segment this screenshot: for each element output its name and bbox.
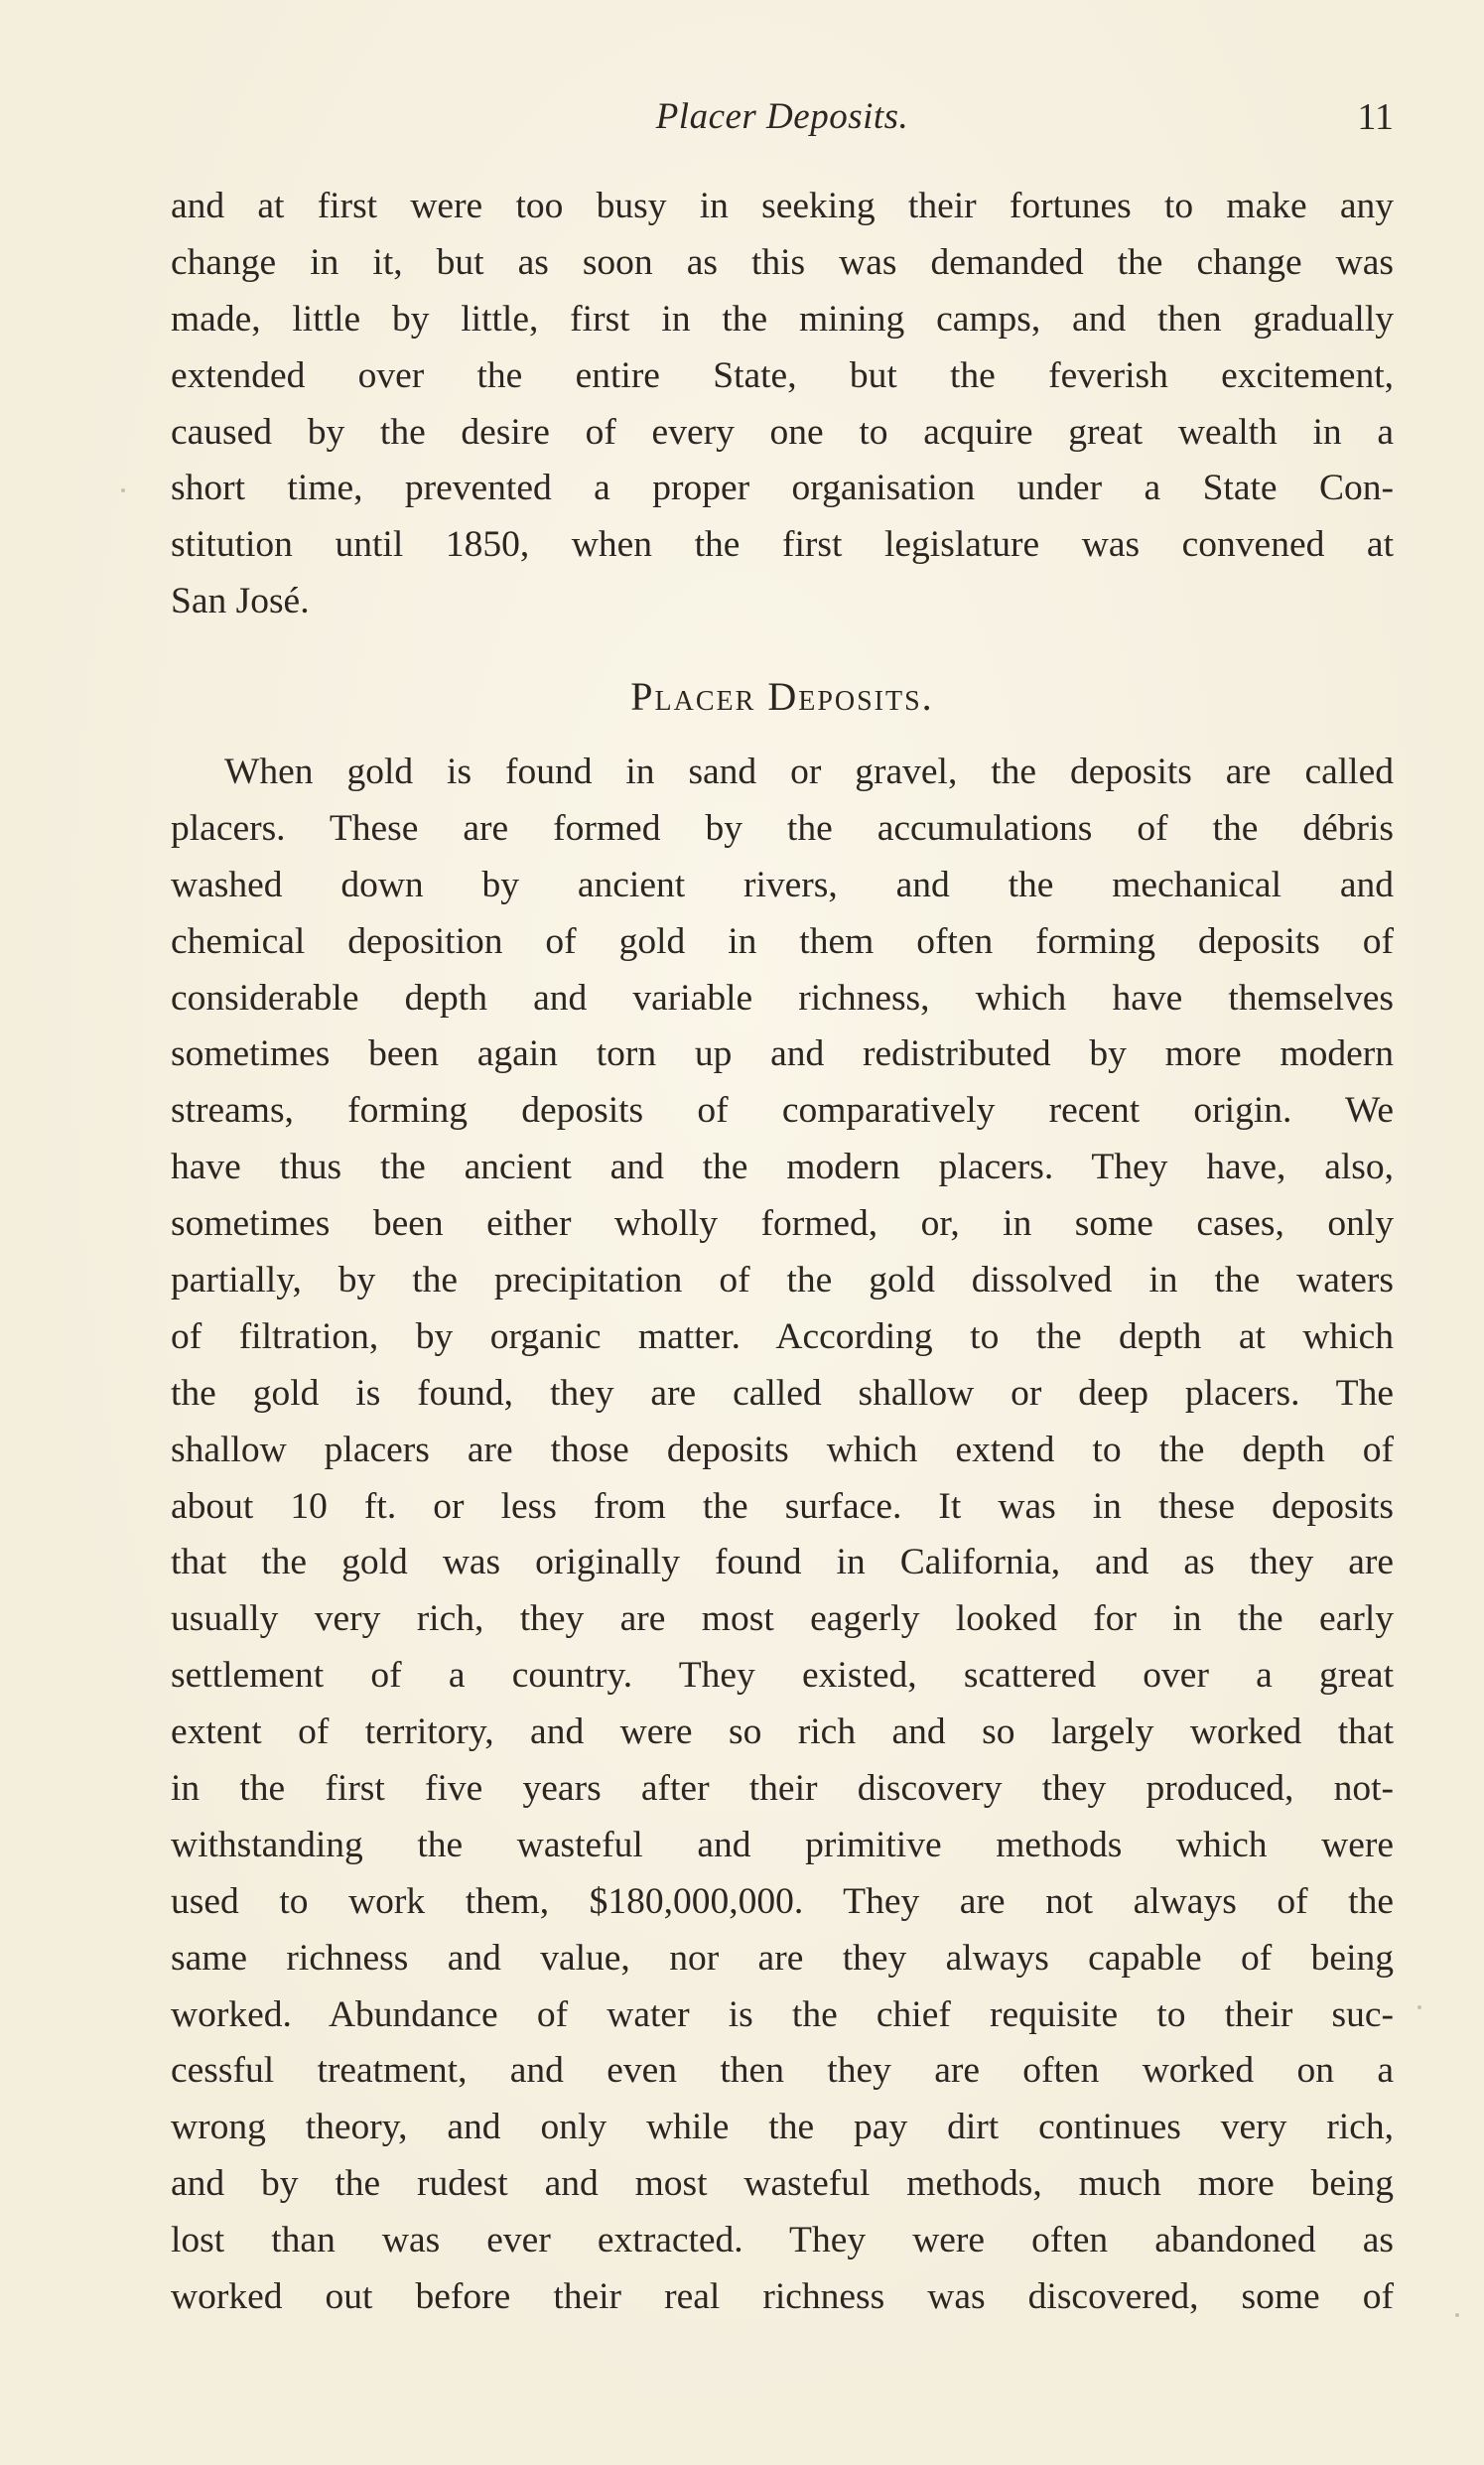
text-line: the gold is found, they are called shallow or deep placers. The [171,1372,1394,1414]
text-line: that the gold was originally found in California, and as they are [171,1542,1394,1583]
text-line: stitution until 1850, when the first legislature was convened at [171,524,1394,566]
text-line: cessful treatment, and even then they are often worked on a [171,2050,1394,2092]
text-line: When gold is found in sand or gravel, the deposits are called [224,752,1394,792]
margin-speck [1417,2005,1421,2009]
text-line: lost than was ever extracted. They were often abandoned as [171,2220,1394,2261]
text-line: settlement of a country. They existed, scattered over a great [171,1655,1394,1697]
text-line: streams, forming deposits of comparatively recent origin. We [171,1090,1394,1132]
text-line: washed down by ancient rivers, and the mechanical and [171,864,1394,905]
text-line: used to work them, $180,000,000. They are not always of the [171,1880,1394,1922]
text-line: withstanding the wasteful and primitive methods which were [171,1824,1394,1865]
page-number: 11 [1357,96,1394,138]
text-line: same richness and value, nor are they always capable of being [171,1937,1394,1979]
text-line: made, little by little, first in the mining camps, and then gradually [171,298,1394,340]
margin-speck [1455,2313,1459,2317]
text-line: and at first were too busy in seeking their fortunes to make any [171,186,1394,226]
text-line: San José. [171,581,310,622]
text-line: extent of territory, and were so rich and so largely worked that [171,1712,1394,1753]
text-line: shallow placers are those deposits which extend to the depth of [171,1429,1394,1470]
top-paragraph [171,179,1394,630]
text-line: partially, by the precipitation of the gold dissolved in the waters [171,1260,1394,1301]
margin-speck [121,488,125,492]
text-line: chemical deposition of gold in them often forming deposits of [171,920,1394,962]
text-line: short time, prevented a proper organisation under a State Con- [171,468,1394,509]
text-line: of filtration, by organic matter. According to the depth at which [171,1315,1394,1357]
text-line: and by the rudest and most wasteful methods, much more being [171,2163,1394,2205]
text-line: considerable depth and variable richness, which have themselves [171,977,1394,1019]
running-title: Placer Deposits. [655,96,909,137]
text-line: change in it, but as soon as this was demanded the change was [171,241,1394,283]
text-line: placers. These are formed by the accumulations of the débris [171,807,1394,849]
text-line: about 10 ft. or less from the surface. It was in these deposits [171,1485,1394,1527]
text-line: have thus the ancient and the modern placers. They have, also, [171,1147,1394,1188]
text-line: worked out before their real richness was discovered, some of [171,2276,1394,2318]
text-line: caused by the desire of every one to acquire great wealth in a [171,411,1394,453]
text-line: extended over the entire State, but the feverish excitement, [171,354,1394,396]
text-line: sometimes been either wholly formed, or, in some cases, only [171,1203,1394,1245]
text-line: in the first five years after their discovery they produced, not- [171,1768,1394,1810]
text-line: sometimes been again torn up and redistributed by more modern [171,1033,1394,1075]
text-line: wrong theory, and only while the pay dirt continues very rich, [171,2107,1394,2148]
main-paragraph [171,745,1394,2326]
text-line: usually very rich, they are most eagerly looked for in the early [171,1598,1394,1640]
text-line: worked. Abundance of water is the chief requisite to their suc- [171,1993,1394,2035]
running-head [171,87,1394,147]
section-heading: Placer Deposits. [630,674,934,719]
